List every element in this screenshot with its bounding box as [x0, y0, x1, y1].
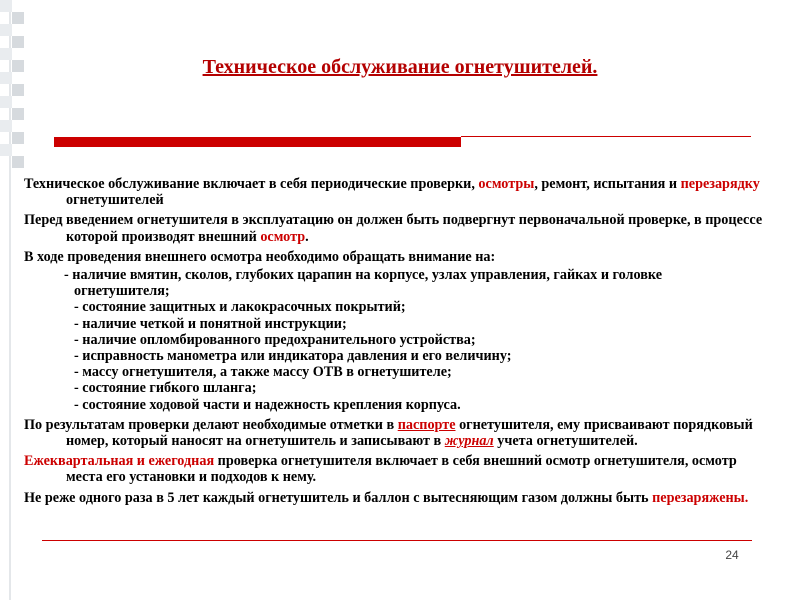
- text: - наличие вмятин, сколов, глубоких царапин на корпусе, узлах управления, гайках и головке: [64, 267, 663, 284]
- decor-square: [0, 144, 12, 156]
- decorative-vertical-line: [9, 0, 11, 600]
- highlight-inspections: осмотры: [478, 176, 535, 192]
- list-item: - наличие четкой и понятной инструкции;: [74, 315, 347, 332]
- decor-square: [12, 156, 24, 168]
- text: Техническое обслуживание включает в себя периодические проверки,: [24, 176, 479, 192]
- decor-square: [12, 36, 24, 48]
- text: По результатам проверки делают необходимые отметки в: [24, 416, 398, 433]
- text: огнетушителя;: [74, 283, 170, 300]
- list-item: - исправность манометра или индикатора давления и его величину;: [74, 348, 512, 365]
- paragraph-external-inspection: [24, 249, 776, 265]
- highlight-quarterly-annual: Ежеквартальная и ежегодная: [24, 453, 215, 470]
- text: огнетушителей: [66, 192, 164, 209]
- inspection-checklist: [24, 267, 776, 413]
- decor-square: [0, 120, 12, 132]
- decor-square: [0, 96, 12, 108]
- paragraph-registration: [24, 417, 776, 449]
- highlight-passport: паспорте: [397, 416, 456, 433]
- list-item: - состояние гибкого шланга;: [74, 380, 257, 397]
- list-item: [64, 267, 776, 299]
- paragraph-recharge-interval: [24, 490, 776, 506]
- decor-square: [12, 108, 24, 120]
- text: В ходе проведения внешнего осмотра необходимо обращать внимание на:: [24, 248, 496, 265]
- slide-title: Техническое обслуживание огнетушителей.: [202, 56, 598, 78]
- page-number: 24: [725, 548, 739, 562]
- slide-body: [24, 176, 776, 510]
- text: огнетушителя, ему присваивают порядковый номер, который наносят на огнетушитель и записывают в: [66, 416, 753, 450]
- decor-square: [12, 132, 24, 144]
- text: , ремонт, испытания и: [534, 176, 681, 192]
- paragraph-initial-check: [24, 212, 776, 244]
- text: учета огнетушителей.: [493, 433, 638, 450]
- decor-square: [0, 24, 12, 36]
- text: .: [305, 228, 309, 245]
- list-item: - массу огнетушителя, а также массу ОТВ в огнетушителе;: [74, 364, 452, 381]
- highlight-journal: журнал: [444, 433, 494, 450]
- list-item: - состояние ходовой части и надежность крепления корпуса.: [74, 396, 461, 413]
- highlight-recharged: перезаряжены.: [652, 489, 749, 506]
- highlight-recharge: перезарядку: [680, 176, 760, 192]
- decorative-left-squares: [0, 0, 24, 600]
- paragraph-maintenance: [24, 176, 776, 208]
- footer-line: [42, 540, 752, 541]
- text: Не реже одного раза в 5 лет каждый огнетушитель и баллон с вытесняющим газом должны быть: [24, 489, 653, 506]
- list-item: - наличие опломбированного предохранительного устройства;: [74, 331, 476, 348]
- decor-square: [0, 0, 12, 12]
- text: проверка огнетушителя включает в себя внешний осмотр огнетушителя, осмотр места его установки и подходов к нему.: [66, 453, 737, 486]
- paragraph-periodic-check: [24, 453, 776, 485]
- list-item: - состояние защитных и лакокрасочных покрытий;: [74, 299, 406, 316]
- title-underline-bar: [54, 137, 461, 147]
- decor-square: [12, 12, 24, 24]
- text: Перед введением огнетушителя в эксплуатацию он должен быть подвергнут первоначальной проверке, в процессе которой производят внешний: [24, 212, 763, 245]
- highlight-inspection: осмотр: [260, 228, 306, 245]
- title-underline-thin-line: [461, 136, 751, 137]
- decor-square: [12, 84, 24, 96]
